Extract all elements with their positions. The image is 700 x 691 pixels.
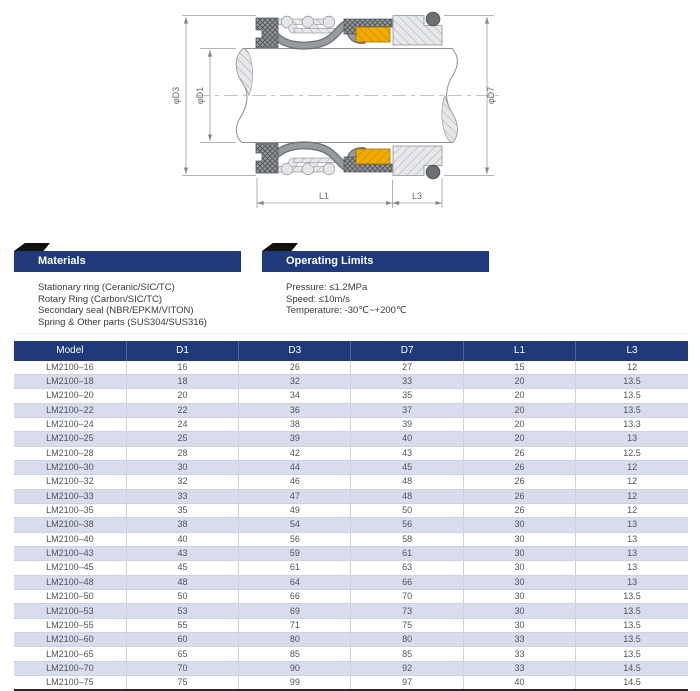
l3-cell: 13.5 — [576, 374, 688, 388]
model-cell: LM2100–22 — [14, 403, 126, 417]
d7-cell: 33 — [351, 374, 463, 388]
model-cell: LM2100–38 — [14, 518, 126, 532]
l1-cell: 30 — [463, 575, 575, 589]
operating-limits-list — [286, 282, 407, 317]
d7-cell: 39 — [351, 417, 463, 431]
d1-cell: 43 — [126, 546, 238, 560]
d7-cell: 85 — [351, 647, 463, 661]
seal-cross-section-diagram — [0, 0, 700, 232]
d1-cell: 16 — [126, 361, 238, 375]
l1-cell: 33 — [463, 633, 575, 647]
table-row — [14, 489, 688, 503]
l3-cell: 13.5 — [576, 647, 688, 661]
d7-cell: 37 — [351, 403, 463, 417]
table-row — [14, 475, 688, 489]
model-cell: LM2100–35 — [14, 503, 126, 517]
d1-cell: 28 — [126, 446, 238, 460]
l1-cell: 26 — [463, 489, 575, 503]
l1-cell: 26 — [463, 460, 575, 474]
table-row — [14, 503, 688, 517]
d7-cell: 48 — [351, 475, 463, 489]
model-cell: LM2100–60 — [14, 633, 126, 647]
column-header: L3 — [576, 341, 688, 361]
model-cell: LM2100–25 — [14, 432, 126, 446]
d3-cell: 49 — [239, 503, 351, 517]
l1-cell: 20 — [463, 432, 575, 446]
table-row — [14, 389, 688, 403]
seal-assembly-mirror — [256, 144, 442, 179]
shaft — [196, 49, 500, 143]
d1-cell: 70 — [126, 661, 238, 675]
seal-assembly — [256, 12, 442, 47]
model-cell: LM2100–43 — [14, 546, 126, 560]
d3-cell: 80 — [239, 633, 351, 647]
table-row — [14, 518, 688, 532]
operating-limit-item: Speed: ≤10m/s — [286, 293, 350, 305]
spec-table-header-row — [14, 341, 688, 361]
column-header: D1 — [126, 341, 238, 361]
d1-cell: 32 — [126, 475, 238, 489]
d1-cell: 60 — [126, 633, 238, 647]
d1-cell: 38 — [126, 518, 238, 532]
table-row — [14, 618, 688, 632]
table-row — [14, 546, 688, 560]
table-row — [14, 590, 688, 604]
l3-cell: 13.5 — [576, 604, 688, 618]
d1-cell: 24 — [126, 417, 238, 431]
operating-limits-header — [262, 251, 489, 272]
d3-cell: 34 — [239, 389, 351, 403]
l3-cell: 12 — [576, 503, 688, 517]
d7-cell: 27 — [351, 361, 463, 375]
d3-cell: 59 — [239, 546, 351, 560]
d7-cell: 43 — [351, 446, 463, 460]
table-row — [14, 361, 688, 375]
l3-cell: 13 — [576, 532, 688, 546]
model-cell: LM2100–24 — [14, 417, 126, 431]
spec-table — [14, 341, 688, 691]
d3-cell: 44 — [239, 460, 351, 474]
d3-cell: 46 — [239, 475, 351, 489]
d3-cell: 61 — [239, 561, 351, 575]
material-item: Rotary Ring (Carbon/SIC/TC) — [38, 293, 163, 305]
d3-cell: 69 — [239, 604, 351, 618]
d3-cell: 36 — [239, 403, 351, 417]
l1-cell: 30 — [463, 546, 575, 560]
model-cell: LM2100–32 — [14, 475, 126, 489]
l3-cell: 12 — [576, 460, 688, 474]
d3-cell: 99 — [239, 676, 351, 691]
material-item: Spring & Other parts (SUS304/SUS316) — [38, 316, 207, 328]
table-row — [14, 417, 688, 431]
d1-cell: 22 — [126, 403, 238, 417]
d1-cell: 65 — [126, 647, 238, 661]
rotary-ring — [356, 27, 390, 42]
d3-cell: 56 — [239, 532, 351, 546]
d3-cell: 39 — [239, 432, 351, 446]
d7-cell: 56 — [351, 518, 463, 532]
d1-cell: 30 — [126, 460, 238, 474]
table-row — [14, 403, 688, 417]
l3-cell: 13 — [576, 575, 688, 589]
model-cell: LM2100–45 — [14, 561, 126, 575]
operating-limits-title: Operating Limits — [286, 255, 374, 267]
dim-label-l1: L1 — [318, 191, 330, 201]
d7-cell: 48 — [351, 489, 463, 503]
d1-cell: 18 — [126, 374, 238, 388]
l3-cell: 14.5 — [576, 676, 688, 691]
d7-cell: 61 — [351, 546, 463, 560]
d1-cell: 75 — [126, 676, 238, 691]
table-row — [14, 676, 688, 691]
model-cell: LM2100–16 — [14, 361, 126, 375]
d3-cell: 32 — [239, 374, 351, 388]
l1-cell: 30 — [463, 561, 575, 575]
d3-cell: 66 — [239, 590, 351, 604]
d7-cell: 73 — [351, 604, 463, 618]
d3-cell: 26 — [239, 361, 351, 375]
model-cell: LM2100–28 — [14, 446, 126, 460]
dim-label-d7: φD7 — [486, 86, 496, 105]
l3-cell: 13.5 — [576, 590, 688, 604]
table-row — [14, 561, 688, 575]
ribbon-accent — [262, 243, 298, 251]
l3-cell: 13.5 — [576, 403, 688, 417]
l3-cell: 13.3 — [576, 417, 688, 431]
model-cell: LM2100–48 — [14, 575, 126, 589]
material-item: Secondary seal (NBR/EPKM/VITON) — [38, 305, 194, 316]
model-cell: LM2100–50 — [14, 590, 126, 604]
table-row — [14, 604, 688, 618]
d7-cell: 63 — [351, 561, 463, 575]
operating-limit-item: Temperature: -30℃~+200℃ — [286, 305, 407, 316]
column-header: D3 — [239, 341, 351, 361]
d7-cell: 45 — [351, 460, 463, 474]
l3-cell: 13 — [576, 432, 688, 446]
model-cell: LM2100–70 — [14, 661, 126, 675]
table-row — [14, 446, 688, 460]
model-cell: LM2100–30 — [14, 460, 126, 474]
d3-cell: 71 — [239, 618, 351, 632]
d7-cell: 66 — [351, 575, 463, 589]
model-cell: LM2100–20 — [14, 389, 126, 403]
l3-cell: 13.5 — [576, 633, 688, 647]
column-header: D7 — [351, 341, 463, 361]
collar — [256, 18, 278, 48]
l1-cell: 20 — [463, 403, 575, 417]
l1-cell: 30 — [463, 518, 575, 532]
model-cell: LM2100–18 — [14, 374, 126, 388]
dim-label-d3: φD3 — [171, 86, 181, 105]
l1-cell: 26 — [463, 503, 575, 517]
table-row — [14, 647, 688, 661]
table-row — [14, 661, 688, 675]
l1-cell: 15 — [463, 361, 575, 375]
d7-cell: 40 — [351, 432, 463, 446]
model-cell: LM2100–53 — [14, 604, 126, 618]
d7-cell: 75 — [351, 618, 463, 632]
model-cell: LM2100–75 — [14, 676, 126, 691]
l3-cell: 14.5 — [576, 661, 688, 675]
column-header: L1 — [463, 341, 575, 361]
l3-cell: 12 — [576, 361, 688, 375]
l1-cell: 20 — [463, 374, 575, 388]
d1-cell: 50 — [126, 590, 238, 604]
operating-limit-item: Pressure: ≤1.2MPa — [286, 282, 368, 293]
model-cell: LM2100–65 — [14, 647, 126, 661]
d3-cell: 64 — [239, 575, 351, 589]
d3-cell: 42 — [239, 446, 351, 460]
l1-cell: 20 — [463, 417, 575, 431]
l1-cell: 26 — [463, 475, 575, 489]
dim-label-l3: L3 — [411, 191, 423, 201]
table-row — [14, 575, 688, 589]
table-row — [14, 432, 688, 446]
d7-cell: 80 — [351, 633, 463, 647]
l1-cell: 30 — [463, 590, 575, 604]
table-row — [14, 460, 688, 474]
d1-cell: 55 — [126, 618, 238, 632]
d3-cell: 47 — [239, 489, 351, 503]
o-ring — [426, 12, 440, 26]
d1-cell: 20 — [126, 389, 238, 403]
d7-cell: 70 — [351, 590, 463, 604]
l1-cell: 40 — [463, 676, 575, 691]
l1-cell: 26 — [463, 446, 575, 460]
d3-cell: 38 — [239, 417, 351, 431]
ribbon-accent — [14, 243, 50, 251]
d1-cell: 48 — [126, 575, 238, 589]
d7-cell: 97 — [351, 676, 463, 691]
model-cell: LM2100–55 — [14, 618, 126, 632]
l3-cell: 12 — [576, 489, 688, 503]
d3-cell: 54 — [239, 518, 351, 532]
l3-cell: 13.5 — [576, 618, 688, 632]
materials-list — [38, 282, 207, 328]
model-cell: LM2100–33 — [14, 489, 126, 503]
table-row — [14, 633, 688, 647]
table-row — [14, 374, 688, 388]
spec-table-container — [14, 341, 688, 691]
materials-header — [14, 251, 241, 272]
d7-cell: 58 — [351, 532, 463, 546]
d1-cell: 45 — [126, 561, 238, 575]
d1-cell: 33 — [126, 489, 238, 503]
l3-cell: 13.5 — [576, 389, 688, 403]
d3-cell: 85 — [239, 647, 351, 661]
d1-cell: 25 — [126, 432, 238, 446]
l3-cell: 12 — [576, 475, 688, 489]
l1-cell: 30 — [463, 604, 575, 618]
d7-cell: 92 — [351, 661, 463, 675]
l3-cell: 12.5 — [576, 446, 688, 460]
drive-band — [294, 29, 335, 34]
column-header: Model — [14, 341, 126, 361]
l3-cell: 13 — [576, 518, 688, 532]
l3-cell: 13 — [576, 561, 688, 575]
d7-cell: 35 — [351, 389, 463, 403]
materials-title: Materials — [38, 255, 86, 267]
section-divider — [14, 333, 688, 334]
d7-cell: 50 — [351, 503, 463, 517]
l1-cell: 20 — [463, 389, 575, 403]
table-row — [14, 532, 688, 546]
model-cell: LM2100–40 — [14, 532, 126, 546]
material-item: Stationary ring (Ceranic/SIC/TC) — [38, 282, 175, 293]
l1-cell: 33 — [463, 661, 575, 675]
l1-cell: 30 — [463, 618, 575, 632]
d3-cell: 90 — [239, 661, 351, 675]
d1-cell: 53 — [126, 604, 238, 618]
d1-cell: 35 — [126, 503, 238, 517]
dim-label-d1: φD1 — [195, 86, 205, 105]
l1-cell: 33 — [463, 647, 575, 661]
l1-cell: 30 — [463, 532, 575, 546]
l3-cell: 13 — [576, 546, 688, 560]
d1-cell: 40 — [126, 532, 238, 546]
spring — [323, 16, 335, 28]
